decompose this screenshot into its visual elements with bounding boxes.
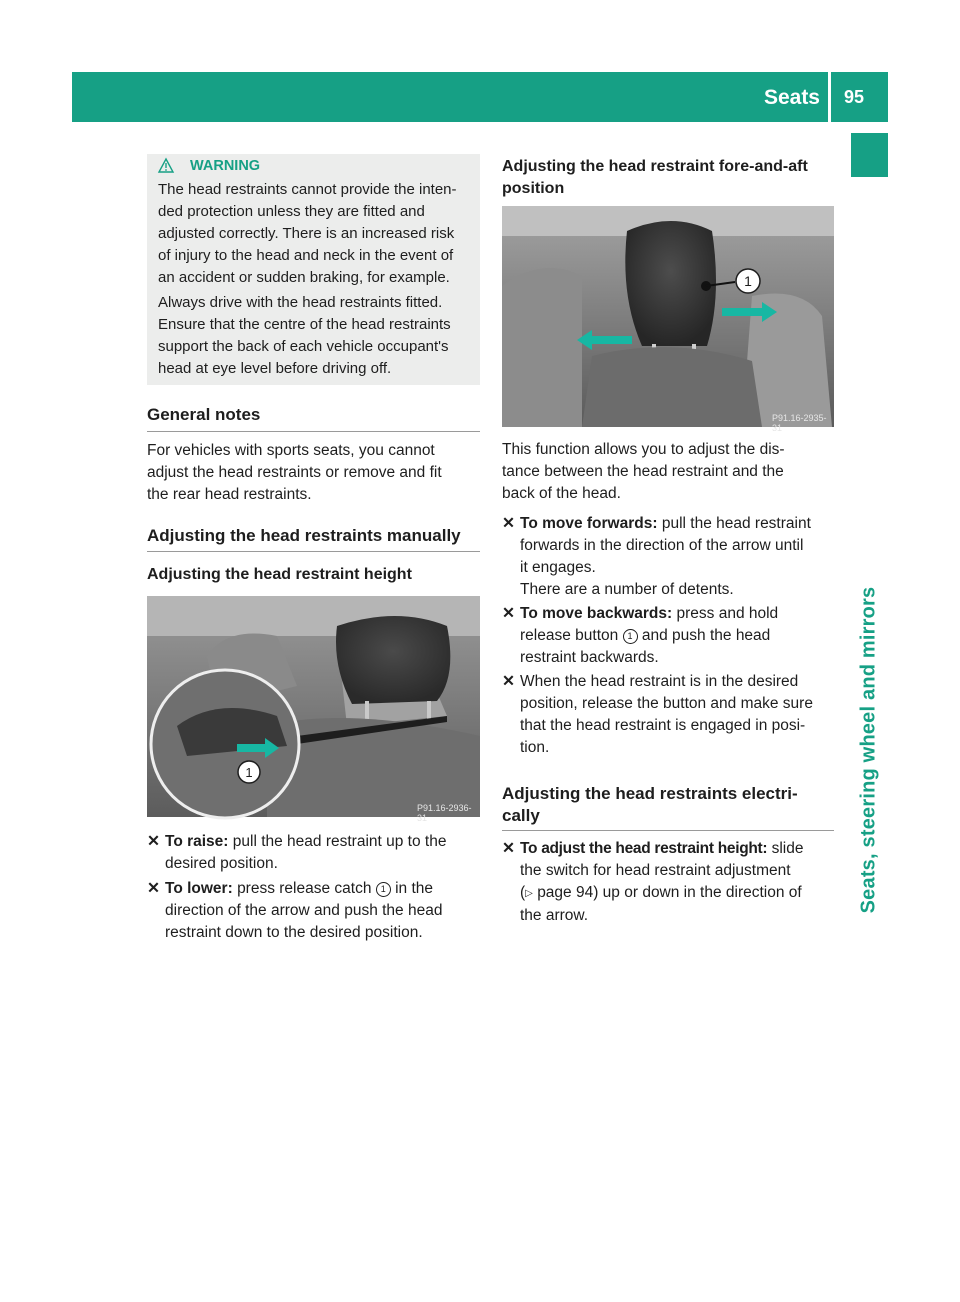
x-bullet-icon: ✕ [502, 840, 515, 857]
text-line: direction of the arrow and push the head [165, 902, 443, 919]
warning-heading: WARNING [190, 158, 261, 174]
text-line: back of the head. [502, 485, 621, 502]
section-rule [147, 431, 480, 432]
text-fragment: slide [771, 840, 804, 857]
text-line: the rear head restraints. [147, 486, 312, 503]
manual-heading: Adjusting the head restraints manually [147, 526, 461, 545]
numbered-circle-icon: 1 [376, 882, 391, 897]
general-notes-text [147, 440, 442, 506]
photo-illustration [147, 596, 480, 817]
header-divider [828, 72, 831, 122]
list-item [147, 878, 480, 944]
page-number: 95 [844, 87, 865, 107]
text-line: adjust the head restraints or remove and fit [147, 464, 442, 481]
text-line: tion. [520, 739, 550, 756]
list-item [502, 838, 837, 926]
x-bullet-icon: ✕ [147, 880, 160, 897]
text-line: pull the head restraint up to the [232, 833, 447, 850]
text-line: Adjusting the head restraints electri- [502, 784, 798, 803]
list-item [502, 603, 837, 669]
text-line: an accident or sudden braking, for example. [158, 269, 450, 286]
text-line: When the head restraint is in the desired [520, 673, 799, 690]
text-line: position [502, 180, 565, 197]
text-line: There are a number of detents. [520, 581, 734, 598]
text-fragment: in the [395, 880, 434, 897]
text-fragment: page 94) up or down in the direction of [537, 884, 802, 901]
text-line: the arrow. [520, 907, 589, 924]
text-line: head at eye level before driving off. [158, 360, 392, 377]
photo-code: P91.16-2935-31 [772, 413, 827, 433]
text-line: that the head restraint is engaged in posi- [520, 717, 806, 734]
foreaft-intro [502, 439, 785, 505]
text-line: Always drive with the head restraints fitted. [158, 294, 443, 311]
list-item [147, 831, 480, 875]
section-title: Seats [763, 86, 820, 109]
text-fragment: press release catch [237, 880, 372, 897]
list-item [502, 513, 837, 601]
section-rule [502, 830, 834, 831]
electric-label: To adjust the head restraint height: [520, 840, 768, 857]
side-tab-label: Seats, steering wheel and mirrors [857, 586, 880, 914]
text-line: forwards in the direction of the arrow until [520, 537, 804, 554]
text-line: of injury to the head and neck in the event of [158, 247, 454, 264]
numbered-circle-icon: 1 [623, 629, 638, 644]
page-ref-arrow-icon: ▷ [525, 888, 533, 899]
photo-code: P91.16-2936-31 [417, 803, 472, 823]
warning-paragraph-2 [158, 292, 476, 380]
text-line: support the back of each vehicle occupant's [158, 338, 449, 355]
backwards-label: To move backwards: [520, 605, 673, 622]
section-rule [147, 551, 480, 552]
text-line: adjusted correctly. There is an increased risk [158, 225, 455, 242]
text-line: restraint down to the desired position. [165, 924, 423, 941]
x-bullet-icon: ✕ [502, 515, 515, 532]
x-bullet-icon: ✕ [502, 673, 515, 690]
text-line: position, release the button and make sure [520, 695, 813, 712]
text-line: desired position. [165, 855, 278, 872]
head-restraint-height-photo [147, 596, 480, 823]
text-fragment: pull the head restraint [661, 515, 811, 532]
callout-1: 1 [744, 273, 752, 289]
warning-triangle-icon [158, 158, 174, 173]
x-bullet-icon: ✕ [502, 605, 515, 622]
raise-label: To raise: [165, 833, 229, 850]
text-line: For vehicles with sports seats, you cannot [147, 442, 435, 459]
text-line: the switch for head restraint adjustment [520, 862, 791, 879]
text-fragment: and push the head [641, 627, 771, 644]
text-fragment: press and hold [676, 605, 779, 622]
head-restraint-foreaft-photo [502, 206, 834, 433]
height-subheading: Adjusting the head restraint height [147, 566, 412, 583]
text-line: This function allows you to adjust the dis- [502, 441, 785, 458]
lower-label: To lower: [165, 880, 233, 897]
text-line: The head restraints cannot provide the inten- [158, 181, 457, 198]
text-line: Ensure that the centre of the head restraints [158, 316, 451, 333]
text-line: it engages. [520, 559, 596, 576]
general-notes-heading: General notes [147, 405, 261, 424]
warning-paragraph-1 [158, 179, 476, 289]
forwards-label: To move forwards: [520, 515, 658, 532]
foreaft-subheading [502, 156, 808, 200]
text-fragment: release button [520, 627, 619, 644]
side-tab-marker [851, 133, 888, 177]
text-line: tance between the head restraint and the [502, 463, 784, 480]
header-bar [72, 72, 888, 122]
text-line: Adjusting the head restraint fore-and-aft [502, 158, 808, 175]
text-line: cally [502, 806, 540, 825]
paren: ( [520, 884, 526, 901]
list-item [502, 671, 837, 759]
x-bullet-icon: ✕ [147, 833, 160, 850]
callout-1: 1 [245, 765, 253, 780]
electric-heading [502, 783, 798, 827]
photo-illustration [502, 206, 834, 427]
text-line: ded protection unless they are fitted and [158, 203, 425, 220]
text-line: restraint backwards. [520, 649, 659, 666]
